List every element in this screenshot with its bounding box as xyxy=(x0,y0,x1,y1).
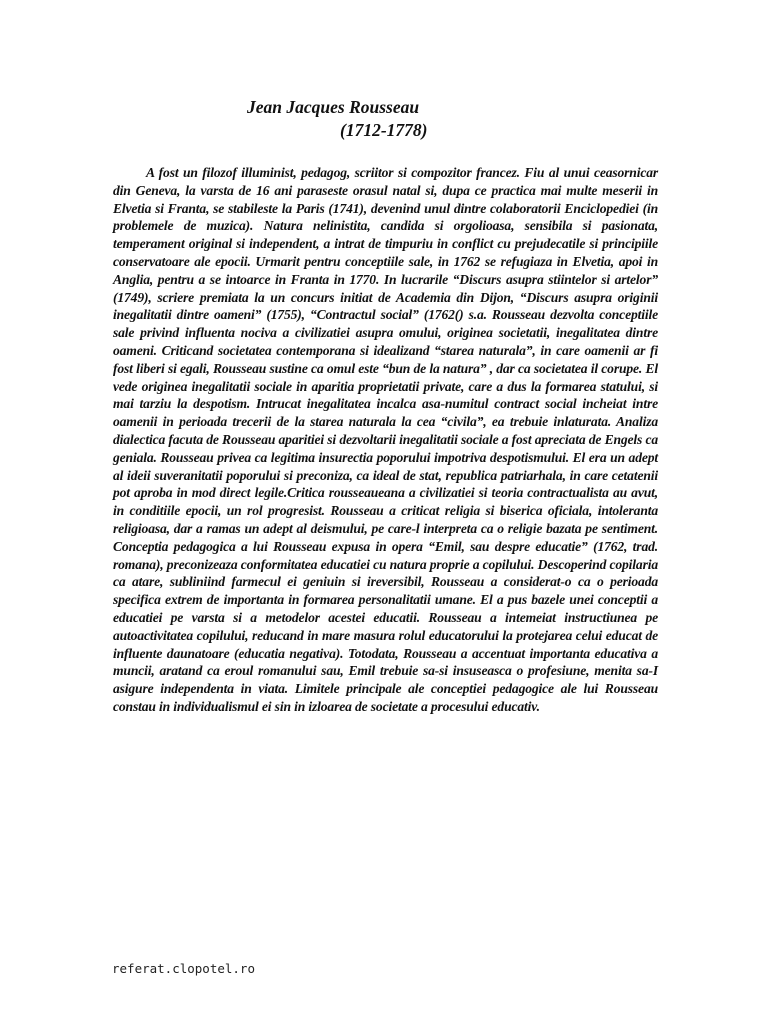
source-footer: referat.clopotel.ro xyxy=(112,961,255,976)
document-title: Jean Jacques Rousseau xyxy=(247,97,420,117)
document-body: A fost un filozof illuminist, pedagog, scriitor si compozitor francez. Fiu al unui ceasornicar din Geneva, la varsta de 16 ani paraseste orasul natal si, dupa ce practica mai multe meserii in Elvetia si Franta, se stabileste la Paris (1741), devenind unul dintre colaboratorii Enciclopediei (in problemele de muzica). Natura nelinistita, candida si orgolioasa, sensibila si pasionata, temperament original si independent, a intrat de timpuriu in conflict cu prejudecatile si principiile conservatoare ale epocii. Urmarit pentru conceptiile sale, in 1762 se refugiaza in Elvetia, apoi in Anglia, pentru a se intoarce in Franta in 1770. In lucrarile “Discurs asupra stiintelor si artelor” (1749), scriere premiata la un concurs initiat de Academia din Dijon, “Discurs asupra originii inegalitatii dintre oameni” (1755), “Contractul social” (1762() s.a. Rousseau dezvolta conceptiile sale privind influenta nociva a civilizatiei asupra omului, originea societatii, inegalitatea dintre oameni. Criticand societatea contemporana si idealizand “starea naturala”, in care oamenii ar fi fost liberi si egali, Rousseau sustine ca omul este “bun de la natura” , dar ca societatea il corupe. El vede originea inegalitatii sociale in aparitia proprietatii private, care a dus la formarea statului, si mai tarziu la despotism. Intrucat inegalitatea incalca asa-numitul contract social incheiat intre oamenii in perioada trecerii de la starea naturala la cea “civila”, ea trebuie inlaturata. Analiza dialectica facuta de Rousseau aparitiei si dezvoltarii inegalitatii sociale a fost apreciata de Engels ca geniala. Rousseau privea ca legitima insurectia poporului impotriva despotismului. El era un adept al ideii suveranitatii poporului si preconiza, ca ideal de stat, republica patriarhala, in care cetatenii pot aproba in mod direct legile.Critica rousseaueana a civilizatiei si teoria contractualista au avut, in conditiile epocii, un rol progresist. Rousseau a criticat religia si biserica oficiala, intoleranta religioasa, dar a ramas un adept al deismului, pe care-l interpreta ca o religie bazata pe sentiment. Conceptia pedagogica a lui Rousseau expusa in opera “Emil, sau despre educatie” (1762, trad. romana), preconizeaza conformitatea educatiei cu natura proprie a copilului. Descoperind copilaria ca atare, subliniind farmecul ei geniuin si ireversibil, Rousseau a considerat-o ca o perioada specifica extrem de importanta in formarea personalitatii umane. El a pus bazele unei conceptii a educatiei pe varsta si a metodelor acestei educatii. Rousseau a intemeiat instructiunea pe autoactivitatea copilului, reducand in mare masura rolul educatorului la protejarea celui educat de influente daunatoare (educatia negativa). Totodata, Rousseau a accentuat importanta educativa a muncii, aratand ca eroul romanului sau, Emil trebuie sa-si insuseasca o profesiune, menita sa-I asigure independenta in viata. Limitele principale ale conceptiei pedagogice ale lui Rousseau constau in individualismul ei sin in izloarea de societate a procesului educativ. xyxy=(113,165,658,714)
document-years: (1712-1778) xyxy=(340,120,428,140)
